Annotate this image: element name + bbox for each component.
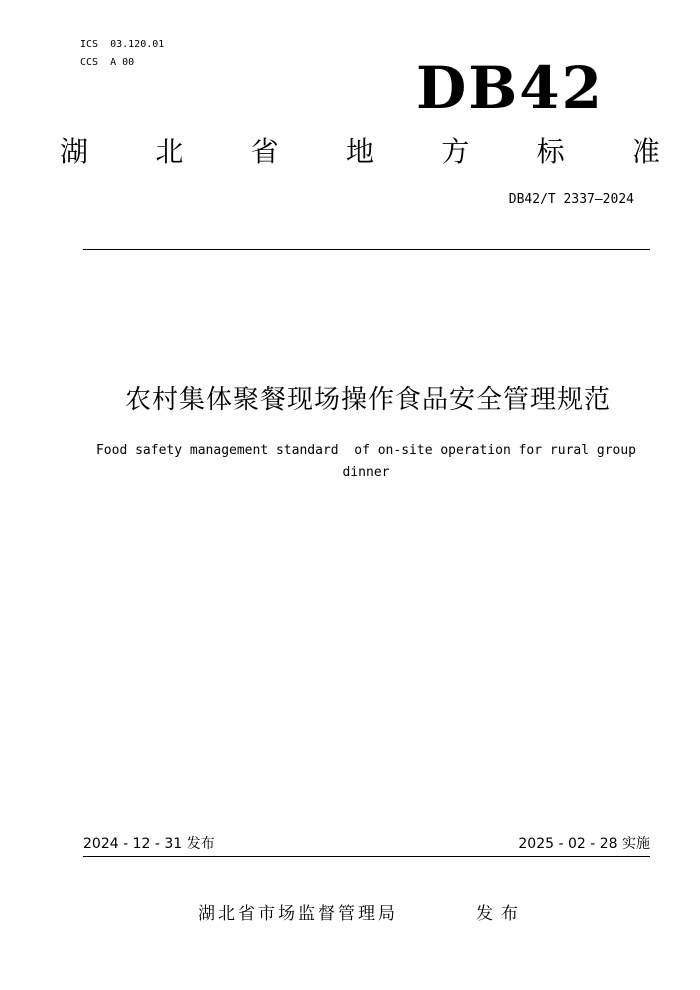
document-title-chinese: 农村集体聚餐现场操作食品安全管理规范 — [124, 385, 611, 415]
standard-type-char: 省 — [250, 135, 279, 168]
issuing-authority: 湖北省市场监督管理局 — [198, 904, 398, 924]
ccs-code: CCS A 00 — [80, 57, 135, 68]
standard-type-char: 标 — [536, 135, 565, 168]
bottom-divider — [83, 856, 650, 857]
standard-type-heading — [60, 130, 660, 174]
publish-date: 2024 - 12 - 31 发布 — [83, 836, 215, 852]
issuer-action: 发布 — [476, 904, 526, 924]
ics-code: ICS 03.120.01 — [80, 39, 165, 50]
document-title-english: Food safety management standard of on-site operation for rural group dinner — [95, 443, 644, 480]
top-divider — [83, 249, 650, 250]
standard-type-char: 准 — [631, 135, 660, 168]
classification-codes — [80, 36, 164, 72]
standard-type-char: 北 — [155, 135, 184, 168]
standard-type-char: 地 — [345, 135, 374, 168]
implement-date: 2025 - 02 - 28 实施 — [518, 836, 650, 852]
standard-type-char: 方 — [441, 135, 470, 168]
standard-logo: DB42 — [415, 54, 604, 122]
standard-number: DB42/T 2337—2024 — [508, 192, 634, 207]
standard-type-char: 湖 — [60, 135, 89, 168]
